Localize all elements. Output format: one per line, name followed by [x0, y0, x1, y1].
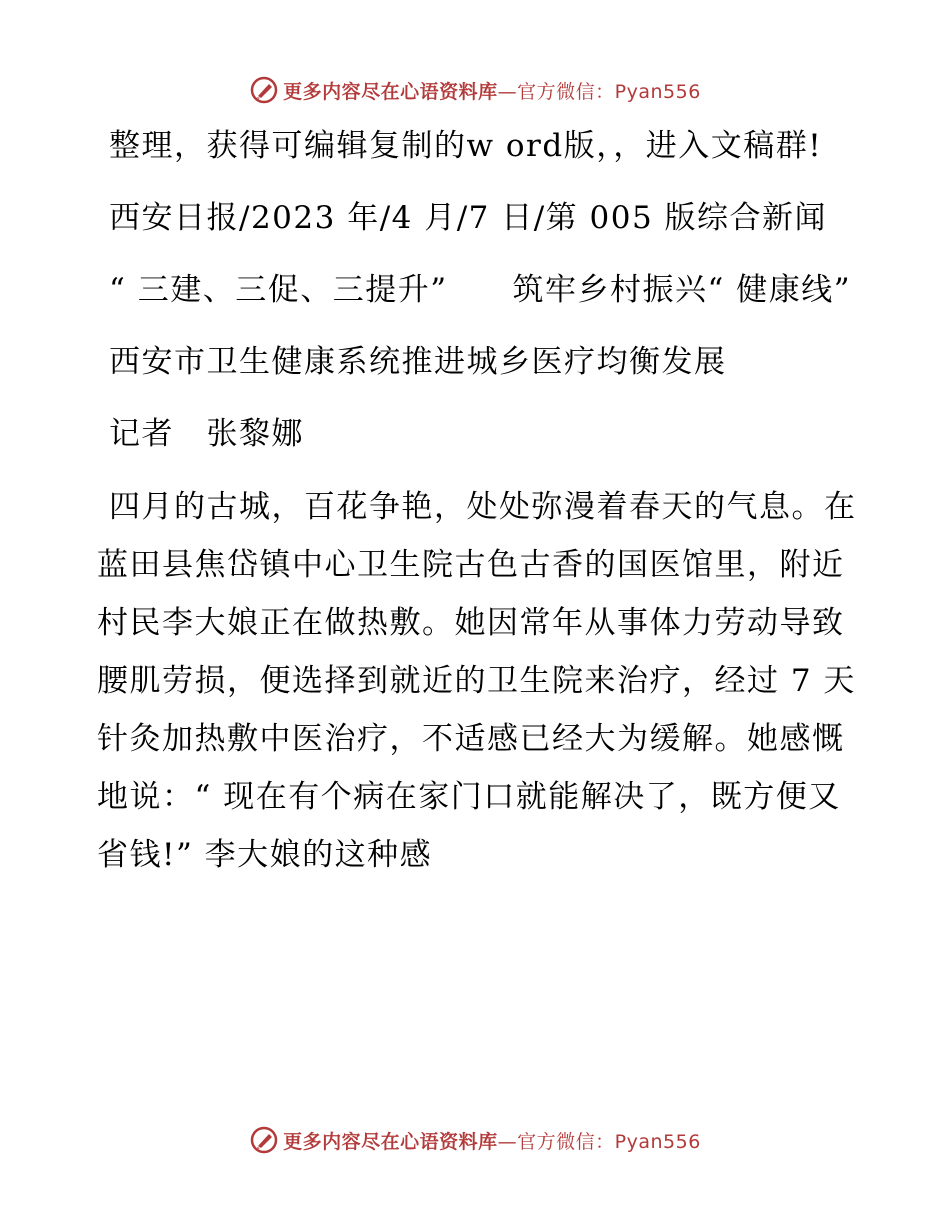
article-title: “ 三建、三促、三提升” 筑牢乡村振兴“ 健康线” — [109, 272, 852, 308]
pen-seal-icon — [249, 1125, 279, 1155]
byline: 记者 张黎娜 — [109, 416, 304, 452]
article-subtitle: 西安市卫生健康系统推进城乡医疗均衡发展 — [109, 344, 727, 380]
intro-paragraph: 整理，获得可编辑复制的w ord版，，进入文稿群! — [109, 128, 823, 164]
watermark-brand: 更多内容尽在心语资料库 — [283, 80, 498, 103]
watermark-contact: 官方微信：Pyan556 — [517, 80, 701, 103]
source-line: 西安日报/2023 年/4 月/7 日/第 005 版综合新闻 — [109, 200, 828, 236]
watermark-text — [283, 77, 701, 104]
article-paragraph: 四月的古城，百花争艳，处处弥漫着春天的气息。在蓝田县焦岱镇中心卫生院古色古香的国医馆里，附近村民李大娘正在做热敷。她因常年从事体力劳动导致腰肌劳损，便选择到就近的卫生院来治疗，经过 7 天针灸加热敷中医治疗，不适感已经大为缓解。她感慨地说：“ 现在有个病在家门口就能解决了，既方便又省钱!” 李大娘的这种感 — [97, 489, 857, 873]
document-body — [97, 118, 857, 900]
watermark-brand: 更多内容尽在心语资料库 — [283, 1130, 498, 1153]
footer-watermark — [0, 1120, 950, 1160]
pen-seal-icon — [249, 75, 279, 105]
watermark-separator: — — [497, 80, 518, 103]
header-watermark — [0, 70, 950, 110]
watermark-text — [283, 1127, 701, 1154]
watermark-contact: 官方微信：Pyan556 — [517, 1130, 701, 1153]
watermark-separator: — — [497, 1130, 518, 1153]
